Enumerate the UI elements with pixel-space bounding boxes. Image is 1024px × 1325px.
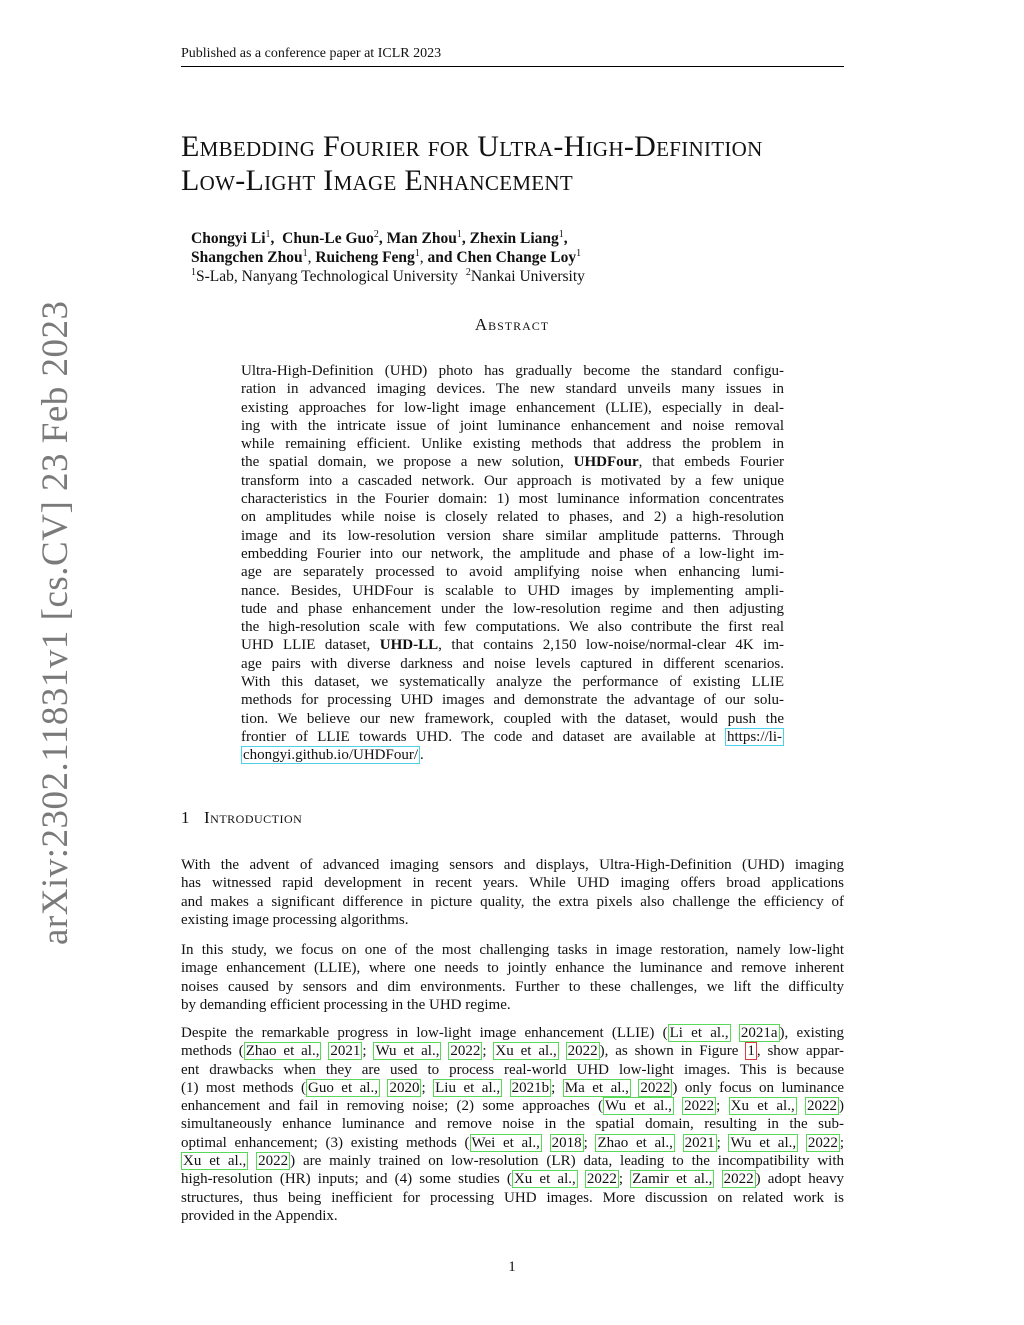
abstract-line: while remaining efficient. Unlike existing methods that address the problem in	[241, 436, 784, 453]
text-line: by demanding efficient processing in the UHD regime.	[181, 996, 511, 1013]
citation-link[interactable]: Wu et al.,	[605, 1098, 672, 1115]
intro-paragraph-1	[181, 856, 844, 929]
title-line-2: Low-Light Image Enhancement	[181, 164, 574, 197]
citation-link[interactable]: 2022	[258, 1153, 289, 1170]
affiliation-mark: 1	[265, 228, 271, 240]
abstract-line: characteristics in the Fourier domain: 1) most luminance information concentrates	[241, 491, 784, 508]
author-name: Chun-Le Guo	[282, 230, 374, 247]
text-line: ent drawbacks when they are used to process real-world UHD low-light images. This is because	[181, 1061, 844, 1078]
text-line: has witnessed rapid development in recent years. While UHD imaging offers broad applications	[181, 875, 844, 892]
text-line: enhancement and fail in removing noise; (2) some approaches ( Wu et al., 2022 ; Xu et al., 2022 )	[181, 1098, 844, 1115]
citation-link[interactable]: 2022	[723, 1171, 754, 1188]
text-line: noises caused by sensors and dim environments. Further to these challenges, we lift the difficulty	[181, 978, 844, 995]
abstract-line: ing with the intricate issue of joint luminance enhancement and noise removal	[241, 417, 784, 434]
abstract-line: With this dataset, we systematically analyze the performance of existing LLIE	[241, 674, 784, 691]
text-line: existing image processing algorithms.	[181, 911, 409, 928]
text-line: Despite the remarkable progress in low-light image enhancement (LLIE) ( Li et al., 2021a ), existing	[181, 1025, 844, 1041]
text-line: (1) most methods ( Guo et al., 2020 ; Liu et al., 2021b ; Ma et al., 2022 ) only focus on luminance	[181, 1079, 845, 1096]
citation-link[interactable]: 2021a	[740, 1025, 778, 1041]
affiliation-mark: 1	[576, 247, 582, 259]
affiliation-mark: 2	[373, 228, 379, 240]
abstract-line: frontier of LLIE towards UHD. The code and dataset are available at https://li-	[241, 728, 783, 745]
abstract-line: existing approaches for low-light image enhancement (LLIE), especially in deal-	[241, 399, 784, 416]
citation-link[interactable]: 2021b	[511, 1079, 550, 1096]
citation-link[interactable]: 2021	[330, 1043, 361, 1060]
abstract-line: tude and phase enhancement under the low-resolution regime and then adjusting	[241, 600, 784, 617]
abstract-line: methods for processing UHD images and demonstrate the advantage of our solu-	[241, 692, 784, 709]
citation-link[interactable]: 2022	[807, 1134, 838, 1151]
running-header: Published as a conference paper at ICLR 2023	[181, 46, 442, 61]
affiliation-mark: 1	[414, 247, 420, 259]
dataset-name: UHD-LL	[379, 637, 439, 654]
affiliation-mark: 2	[465, 266, 471, 278]
intro-paragraph-2	[181, 941, 844, 1014]
author-name: Zhexin Liang	[469, 230, 559, 247]
citation-link[interactable]: Li et al.,	[669, 1025, 729, 1041]
citation-link[interactable]: 2022	[684, 1098, 715, 1115]
abstract-line: on amplitudes while noise is closely related to phases, and 2) a high-resolution	[241, 509, 784, 526]
affiliation-mark: 1	[558, 228, 564, 240]
affiliation: S-Lab, Nanyang Technological University	[196, 268, 459, 285]
abstract-body	[241, 362, 784, 765]
abstract-heading: Abstract	[474, 315, 550, 334]
affiliation: Nankai University	[470, 268, 585, 285]
header-rule	[181, 66, 844, 67]
page-number: 1	[508, 1259, 516, 1275]
author-block	[191, 229, 851, 286]
citation-link[interactable]: Zhao et al.,	[597, 1134, 673, 1151]
citation-link[interactable]: Wu et al.,	[730, 1134, 797, 1151]
text-line: With the advent of advanced imaging sensors and displays, Ultra-High-Definition (UHD) imaging	[181, 857, 844, 873]
citation-link[interactable]: Liu et al.,	[435, 1079, 501, 1096]
abstract-line: the spatial domain, we propose a new solution, UHDFour, that embeds Fourier	[241, 454, 784, 471]
affiliation-mark: 1	[456, 228, 462, 240]
intro-paragraph-3	[181, 1024, 844, 1225]
citation-link[interactable]: Zamir et al.,	[632, 1171, 713, 1188]
paper-title	[181, 130, 861, 198]
author-name: Ruicheng Feng	[315, 249, 415, 266]
text-line: optimal enhancement; (3) existing methods ( Wei et al., 2018 ; Zhao et al., 2021 ; Wu et al., 2022 ;	[181, 1134, 845, 1151]
citation-link[interactable]: Zhao et al.,	[245, 1043, 320, 1060]
abstract-line: ration in advanced imaging devices. The new standard unveils many issues in	[241, 381, 784, 398]
text-line: high-resolution (HR) inputs; and (4) some studies ( Xu et al., 2022 ; Zamir et al., 2022 ) adopt heavy	[181, 1171, 845, 1188]
section-heading-introduction	[181, 808, 302, 828]
abstract-line: tion. We believe our new framework, coupled with the dataset, would push the	[241, 710, 784, 727]
author-name: and Chen Change Loy	[427, 249, 577, 266]
citation-link[interactable]: 2018	[551, 1134, 582, 1151]
abstract-line: image and its low-resolution version share similar amplitude patterns. Through	[241, 527, 784, 544]
author-line-2: Shangchen Zhou$^1$, Ruicheng Feng$^1$, and Chen Change Loy$^1$	[191, 247, 582, 266]
citation-link[interactable]: Xu et al.,	[513, 1171, 576, 1188]
abstract-line: UHD LLIE dataset, UHD-LL, that contains 2,150 low-noise/normal-clear 4K im-	[241, 637, 784, 654]
citation-link[interactable]: 2022	[640, 1079, 671, 1096]
figure-link[interactable]: 1	[747, 1043, 755, 1060]
citation-link[interactable]: 2022	[567, 1043, 598, 1060]
citation-link[interactable]: Guo et al.,	[307, 1079, 378, 1096]
citation-link[interactable]: 2022	[586, 1171, 617, 1188]
project-url-link[interactable]: https://li-	[727, 728, 783, 745]
text-line: In this study, we focus on one of the most challenging tasks in image restoration, namely low-light	[181, 942, 844, 958]
abstract-line: age pairs with diverse darkness and noise levels captured in different scenarios.	[241, 655, 784, 672]
citation-link[interactable]: Xu et al.,	[183, 1153, 247, 1170]
author-line-1: Chongyi Li$^1$, Chun-Le Guo$^2$, Man Zhou$^1$, Zhexin Liang$^1$,	[191, 228, 568, 247]
citation-link[interactable]: 2022	[807, 1098, 837, 1115]
text-line: Xu et al., 2022 ) are mainly trained on low-resolution (LR) data, leading to the incompatibility with	[183, 1153, 845, 1170]
method-name: UHDFour	[573, 454, 639, 471]
section-number: 1	[181, 808, 190, 827]
text-line: simultaneously enhance luminance and remove noise in the spatial domain, resulting in the sub-	[181, 1116, 844, 1133]
project-url-link[interactable]: chongyi.github.io/UHDFour/	[243, 747, 418, 764]
text-line: structures, thus being inefficient for processing UHD images. More discussion on related work is	[181, 1189, 844, 1206]
abstract-line: age are separately processed to avoid amplifying noise when enhancing lumi-	[241, 564, 784, 581]
citation-link[interactable]: 2020	[389, 1079, 420, 1096]
text-line: and makes a significant difference in picture quality, the extra pixels also challenge the efficiency of	[181, 893, 844, 910]
abstract-line: embedding Fourier into our network, the amplitude and phase of a low-light im-	[241, 545, 784, 562]
citation-link[interactable]: Wei et al.,	[471, 1134, 540, 1151]
section-title: Introduction	[204, 808, 303, 827]
text-line: methods ( Zhao et al., 2021 ; Wu et al., 2022 ; Xu et al., 2022 ), as shown in Figure 1 , show appar-	[181, 1043, 845, 1060]
citation-link[interactable]: Xu et al.,	[730, 1098, 795, 1115]
text-line: image enhancement (LLIE), where one needs to jointly enhance the luminance and remove inherent	[181, 960, 844, 977]
author-name: Chongyi Li	[191, 230, 266, 247]
abstract-line: the high-resolution scale with few computations. We also contribute the first real	[241, 619, 784, 636]
citation-link[interactable]: 2022	[450, 1043, 481, 1060]
citation-link[interactable]: Xu et al.,	[495, 1043, 557, 1060]
title-line-1: Embedding Fourier for Ultra-High-Definition	[181, 130, 763, 163]
abstract-line: transform into a cascaded network. Our approach is motivated by a few unique	[241, 472, 784, 489]
author-name: Man Zhou	[386, 230, 457, 247]
abstract-line: chongyi.github.io/UHDFour/ .	[243, 747, 424, 764]
abstract-line: Ultra-High-Definition (UHD) photo has gradually become the standard configu-	[241, 363, 784, 379]
arxiv-identifier-stamp: arXiv:2302.11831v1 [cs.CV] 23 Feb 2023	[35, 300, 76, 945]
text-line: provided in the Appendix.	[181, 1207, 338, 1224]
affiliation-mark: 1	[302, 247, 308, 259]
citation-link[interactable]: Ma et al.,	[564, 1079, 629, 1096]
author-name: Shangchen Zhou	[191, 249, 303, 266]
citation-link[interactable]: Wu et al.,	[375, 1043, 440, 1060]
affiliation-line	[191, 267, 851, 286]
abstract-line: nance. Besides, UHDFour is scalable to UHD images by implementing ampli-	[241, 582, 784, 599]
citation-link[interactable]: 2021	[684, 1134, 715, 1151]
affiliation-mark: 1	[191, 266, 196, 278]
